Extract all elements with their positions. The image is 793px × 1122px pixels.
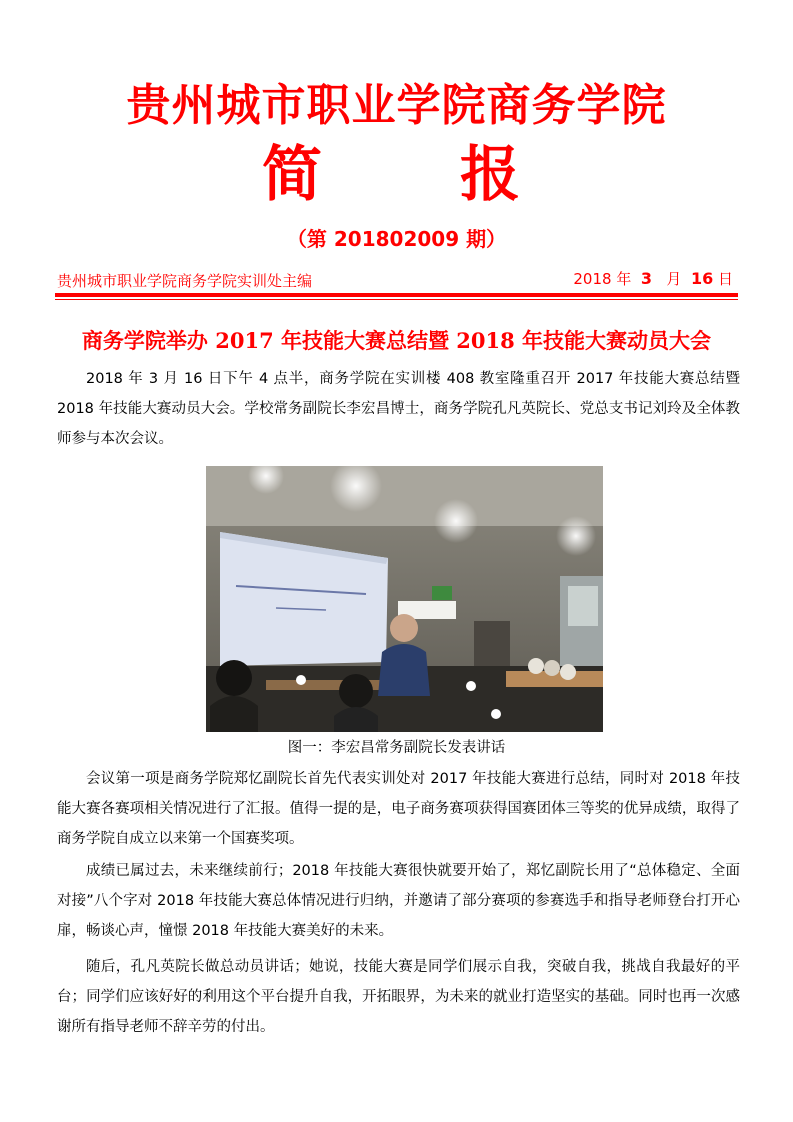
report-title-char-1: 简	[262, 140, 322, 210]
issue-date	[573, 268, 733, 290]
org-title: 贵州城市职业学院商务学院	[126, 80, 667, 131]
article-headline: 商务学院举办 2017 年技能大赛总结暨 2018 年技能大赛动员大会	[81, 328, 712, 353]
article-paragraph-3: 成绩已属过去，未来继续前行；2018 年技能大赛很快就要开始了，郑忆副院长用了“总体稳定、全面对接”八个字对 2018 年技能大赛总体情况进行归纳，并邀请了部分赛项的参赛选手和指导老师登台打开心扉，畅谈心声，憧憬 2018 年技能大赛美好的未来。	[57, 863, 740, 939]
article-paragraph-4: 随后，孔凡英院长做总动员讲话；她说，技能大赛是同学们展示自我，突破自我，挑战自我最好的平台；同学们应该好好的利用这个平台提升自我，开拓眼界，为未来的就业打造坚实的基础。同时也再一次感谢所有指导老师不辞辛劳的付出。	[57, 959, 740, 1035]
date-year-unit: 年	[616, 270, 632, 288]
date-day-unit: 日	[717, 270, 733, 288]
date-year: 2018	[573, 270, 612, 288]
header-rule-thin	[55, 299, 738, 300]
date-month: 3	[640, 269, 653, 288]
article-paragraph-1: 2018 年 3 月 16 日下午 4 点半，商务学院在实训楼 408 教室隆重召开 2017 年技能大赛总结暨 2018 年技能大赛动员大会。学校常务副院长李宏昌博士，商务学院孔凡英院长、党总支书记刘玲及全体教师参与本次会议。	[57, 371, 740, 447]
meeting-photo	[206, 466, 603, 732]
issue-number: （第 201802009 期）	[286, 227, 507, 251]
report-title-char-2: 报	[460, 140, 520, 210]
figure-caption: 图一：李宏昌常务副院长发表讲话	[287, 740, 506, 756]
header-rule-thick	[55, 293, 738, 297]
date-month-unit: 月	[666, 270, 682, 288]
date-day: 16	[690, 269, 714, 288]
editor-line: 贵州城市职业学院商务学院实训处主编	[57, 272, 313, 290]
report-title	[0, 140, 793, 210]
article-paragraph-2: 会议第一项是商务学院郑忆副院长首先代表实训处对 2017 年技能大赛进行总结，同时对 2018 年技能大赛各赛项相关情况进行了汇报。值得一提的是，电子商务赛项获得国赛团体三等奖的优异成绩，取得了商务学院自成立以来第一个国赛奖项。	[57, 771, 740, 847]
